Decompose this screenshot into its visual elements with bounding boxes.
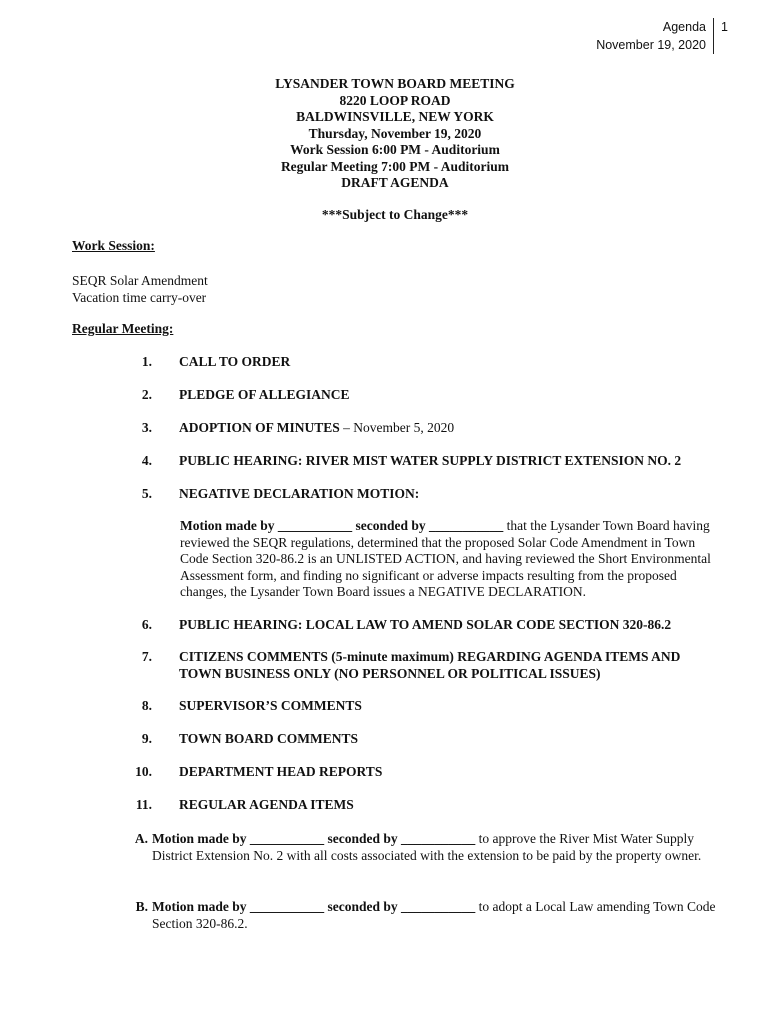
agenda-item-number: 10. <box>135 764 152 779</box>
motion-text: to approve the River Mist Water Supply District Extension No. 2 with all costs associated with the extension to be paid by the property owner. <box>152 831 702 863</box>
agenda-item-text: PUBLIC HEARING: RIVER MIST WATER SUPPLY DISTRICT EXTENSION NO. 2 <box>179 453 682 468</box>
sub-item-letter: A. <box>134 831 148 846</box>
title-line: DRAFT AGENDA <box>341 175 449 190</box>
title-line: Regular Meeting 7:00 PM - Auditorium <box>280 158 510 174</box>
motion-label: Motion made by ___________ seconded by ___________ <box>152 831 476 846</box>
title-line: Thursday, November 19, 2020 <box>308 125 482 141</box>
regular-meeting-heading: Regular Meeting: <box>72 321 174 336</box>
header-agenda-label: Agenda <box>662 20 706 34</box>
agenda-item-number: 4. <box>141 453 152 468</box>
agenda-item-number: 11. <box>135 797 152 812</box>
agenda-item-text: PUBLIC HEARING: LOCAL LAW TO AMEND SOLAR CODE SECTION 320-86.2 <box>179 617 672 632</box>
agenda-item-text: ADOPTION OF MINUTES <box>179 420 340 435</box>
sub-item-body <box>152 899 727 932</box>
agenda-item-number: 2. <box>141 387 152 402</box>
agenda-item-number: 5. <box>141 486 152 501</box>
title-block <box>0 76 770 192</box>
negative-declaration-paragraph <box>180 518 725 601</box>
agenda-item-number: 7. <box>141 649 152 664</box>
sub-item-body <box>152 831 727 864</box>
title-line: LYSANDER TOWN BOARD MEETING <box>275 76 515 91</box>
motion-label: Motion made by ___________ seconded by ___________ <box>180 518 504 533</box>
work-session-item: Vacation time carry-over <box>72 289 207 305</box>
work-session-item: SEQR Solar Amendment <box>72 273 208 288</box>
agenda-item-text: TOWN BOARD COMMENTS <box>179 731 359 746</box>
motion-label: Motion made by ___________ seconded by ___________ <box>152 899 476 914</box>
agenda-item-number: 8. <box>141 698 152 713</box>
agenda-item-text-wrapper <box>179 420 719 437</box>
sub-item-letter: B. <box>135 899 148 914</box>
agenda-item-text: CITIZENS COMMENTS (5-minute maximum) REGARDING AGENDA ITEMS AND TOWN BUSINESS ONLY (NO PERSONNEL OR POLITICAL ISSUES) <box>179 649 681 681</box>
agenda-item-number: 1. <box>141 354 152 369</box>
title-line: BALDWINSVILLE, NEW YORK <box>296 109 494 124</box>
work-session-heading: Work Session: <box>72 238 155 253</box>
agenda-item-text: PLEDGE OF ALLEGIANCE <box>179 387 350 402</box>
agenda-item-text: REGULAR AGENDA ITEMS <box>179 797 354 812</box>
page-header <box>596 18 714 54</box>
subject-to-change-notice: ***Subject to Change*** <box>321 207 469 222</box>
agenda-item-text: SUPERVISOR’S COMMENTS <box>179 698 362 713</box>
agenda-item-text: DEPARTMENT HEAD REPORTS <box>179 764 383 779</box>
title-line: Work Session 6:00 PM - Auditorium <box>290 142 500 157</box>
agenda-item-number: 6. <box>141 617 152 632</box>
agenda-item-number: 3. <box>141 420 152 435</box>
motion-text: to adopt a Local Law amending Town Code Section 320-86.2. <box>152 899 716 931</box>
title-line: 8220 LOOP ROAD <box>339 92 451 108</box>
agenda-item-number: 9. <box>141 731 152 746</box>
agenda-item-date: – November 5, 2020 <box>339 420 455 435</box>
work-session-list <box>72 273 208 306</box>
header-date: November 19, 2020 <box>596 38 706 52</box>
agenda-item-text: CALL TO ORDER <box>179 354 291 369</box>
motion-text: that the Lysander Town Board having reviewed the SEQR regulations, determined that the proposed Solar Code Amendment in Town Code Section 320-86.2 is an UNLISTED ACTION, and having reviewed the Short Environmental Assessment form, and finding no significant or adverse impacts resulting from the proposed changes, the Lysander Town Board issues a NEGATIVE DECLARATION. <box>180 518 711 599</box>
page-number: 1 <box>721 20 728 34</box>
agenda-item-text: NEGATIVE DECLARATION MOTION: <box>179 486 420 501</box>
